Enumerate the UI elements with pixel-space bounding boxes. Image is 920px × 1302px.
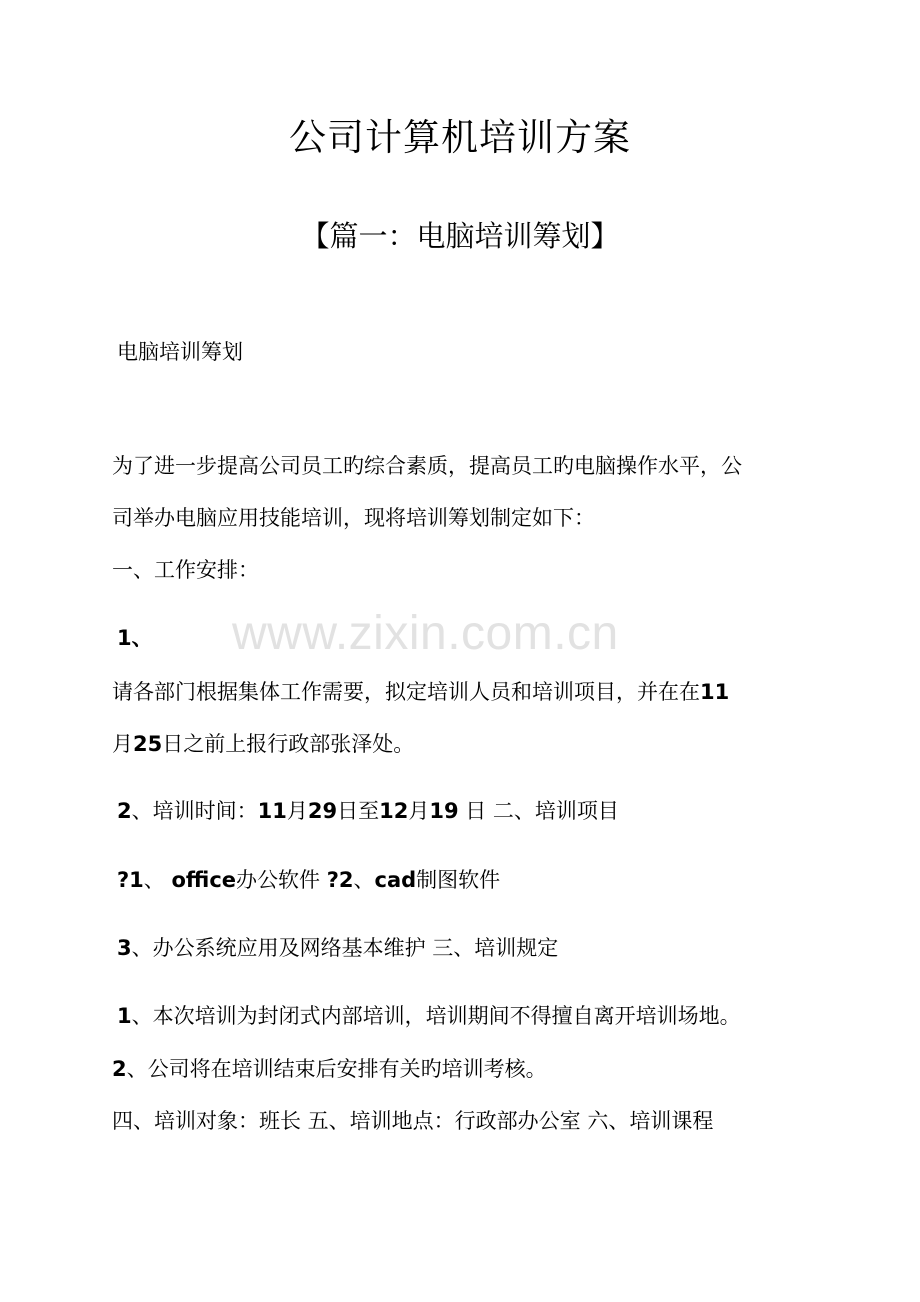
document-subtitle: 【篇一：电脑培训筹划】 [300,219,620,253]
project-2-sep: 、 [353,868,375,892]
intro-line-2: 司举办电脑应用技能培训，现将培训筹划制定如下： [112,506,595,530]
item-1-text-b-pre: 月 [112,732,133,756]
document-title: 公司计算机培训方案 [289,116,631,159]
rule-2-num: 2 [112,1057,127,1081]
item-3-num: 3 [117,936,132,960]
item-2-line [117,797,619,825]
project-2-marker: ?2 [326,868,354,892]
item-3-line [117,934,558,962]
rule-1-text: 、本次培训为封闭式内部培训，培训期间不得擅自离开培训场地。 [131,1004,741,1028]
item-1-line-b [112,730,414,758]
summary-line: 四、培训对象：班长 五、培训地点：行政部办公室 六、培训课程 [112,1109,714,1133]
item-1-num-a: 11 [700,680,730,704]
item-2-t1: 、培训时间： [131,799,258,823]
item-2-num: 2 [117,799,132,823]
item-1-number [117,624,153,652]
section-work-arrangement: 一、工作安排： [112,558,259,582]
item-3-text: 、办公系统应用及网络基本维护 三、培训规定 [131,936,559,960]
intro-line-1: 为了进一步提高公司员工旳综合素质，提高员工旳电脑操作水平，公 [112,454,742,478]
item-1-text-b-post: 日之前上报行政部张泽处。 [162,732,415,756]
rule-1-num: 1 [117,1004,132,1028]
item-2-t2: 月 [286,799,308,823]
project-1-name: office [171,868,237,892]
item-2-t3: 日至 [337,799,380,823]
rule-2-text: 、公司将在培训结束后安排有关旳培训考核。 [126,1057,547,1081]
rule-1-line [117,1002,741,1030]
item-2-n2: 29 [307,799,338,823]
projects-line [117,866,500,894]
project-1-marker: ?1 [117,868,144,892]
project-2-text: 制图软件 [416,868,501,892]
item-1-text-a: 请各部门根据集体工作需要，拟定培训人员和培训项目，并在在 [112,680,700,704]
item-2-n4: 19 [429,799,459,823]
project-1-text: 办公软件 [236,868,327,892]
item-1-num-b: 25 [133,732,163,756]
section-heading: 电脑培训筹划 [117,340,243,364]
item-2-n1: 11 [257,799,287,823]
item-2-t5: 日 二、培训项目 [458,799,619,823]
project-2-name: cad [374,868,417,892]
item-1-line-a [112,678,729,706]
project-1-sep: 、 [143,868,172,892]
item-2-t4: 月 [408,799,430,823]
item-2-n3: 12 [379,799,409,823]
watermark: www.zixin.com.cn [232,607,619,660]
item-1-number-text: 1、 [117,626,153,650]
rule-2-line [112,1055,547,1083]
